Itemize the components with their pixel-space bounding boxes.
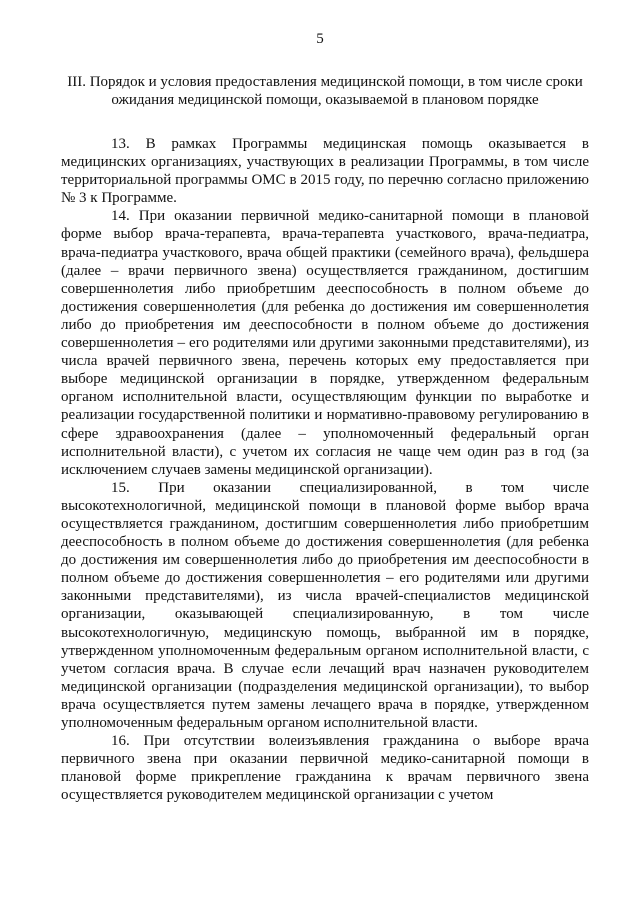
paragraph-15: 15. При оказании специализированной, в том числе высокотехнологичной, медицинской помощи в плановой форме выбор врача осуществляется гражданином, достигшим совершеннолетия либо приобретшим дееспособность в полном объеме до достижения совершеннолетия (для ребенка до достижения им совершеннолетия либо до приобретения им дееспособности в полном объеме до достижения совершеннолетия – его родителями или другими законными представителями), из числа врачей-специалистов медицинской организации, оказывающей специализированную, в том числе высокотехнологичную, медицинскую помощь, выбранной им в порядке, утвержденном уполномоченным федеральным органом исполнительной власти, с учетом согласия врача. В случае если лечащий врач назначен руководителем медицинской организации (подразделения медицинской организации), то выбор врача осуществляется путем замены лечащего врача в порядке, утвержденном уполномоченным федеральным органом исполнительной власти. <box>61 479 589 731</box>
paragraph-13: 13. В рамках Программы медицинская помощь оказывается в медицинских организациях, участвующих в реализации Программы, в том числе территориальной программы ОМС в 2015 году, по перечню согласно приложению № 3 к Программе. <box>61 136 589 207</box>
document-body <box>61 135 589 804</box>
paragraph-16: 16. При отсутствии волеизъявления гражданина о выборе врача первичного звена при оказании первичной медико-санитарной помощи в плановой форме прикрепление гражданина к врачам первичного звена осуществляется руководителем медицинской организации с учетом <box>61 733 589 804</box>
page-number: 5 <box>316 31 324 47</box>
paragraph-14: 14. При оказании первичной медико-санитарной помощи в плановой форме выбор врача-терапевта, врача-терапевта участкового, врача-педиатра, врача-педиатра участкового, врача общей практики (семейного врача), фельдшера (далее – врачи первичного звена) осуществляется гражданином, достигшим совершеннолетия либо приобретшим дееспособность в полном объеме до достижения совершеннолетия (для ребенка до достижения им совершеннолетия либо до приобретения им дееспособности в полном объеме до достижения совершеннолетия – его родителями или другими законными представителями), из числа врачей первичного звена, перечень которых ему предоставляется при выборе медицинской организации в порядке, утвержденном федеральным органом исполнительной власти, осуществляющим функции по выработке и реализации государственной политики и нормативно-правовому регулированию в сфере здравоохранения (далее – уполномоченный федеральный орган исполнительной власти), с учетом их согласия не чаще чем один раз в год (за исключением случаев замены медицинской организации). <box>61 208 589 478</box>
section-title: III. Порядок и условия предоставления медицинской помощи, в том числе сроки ожидания медицинской помощи, оказываемой в плановом порядке <box>67 74 583 108</box>
